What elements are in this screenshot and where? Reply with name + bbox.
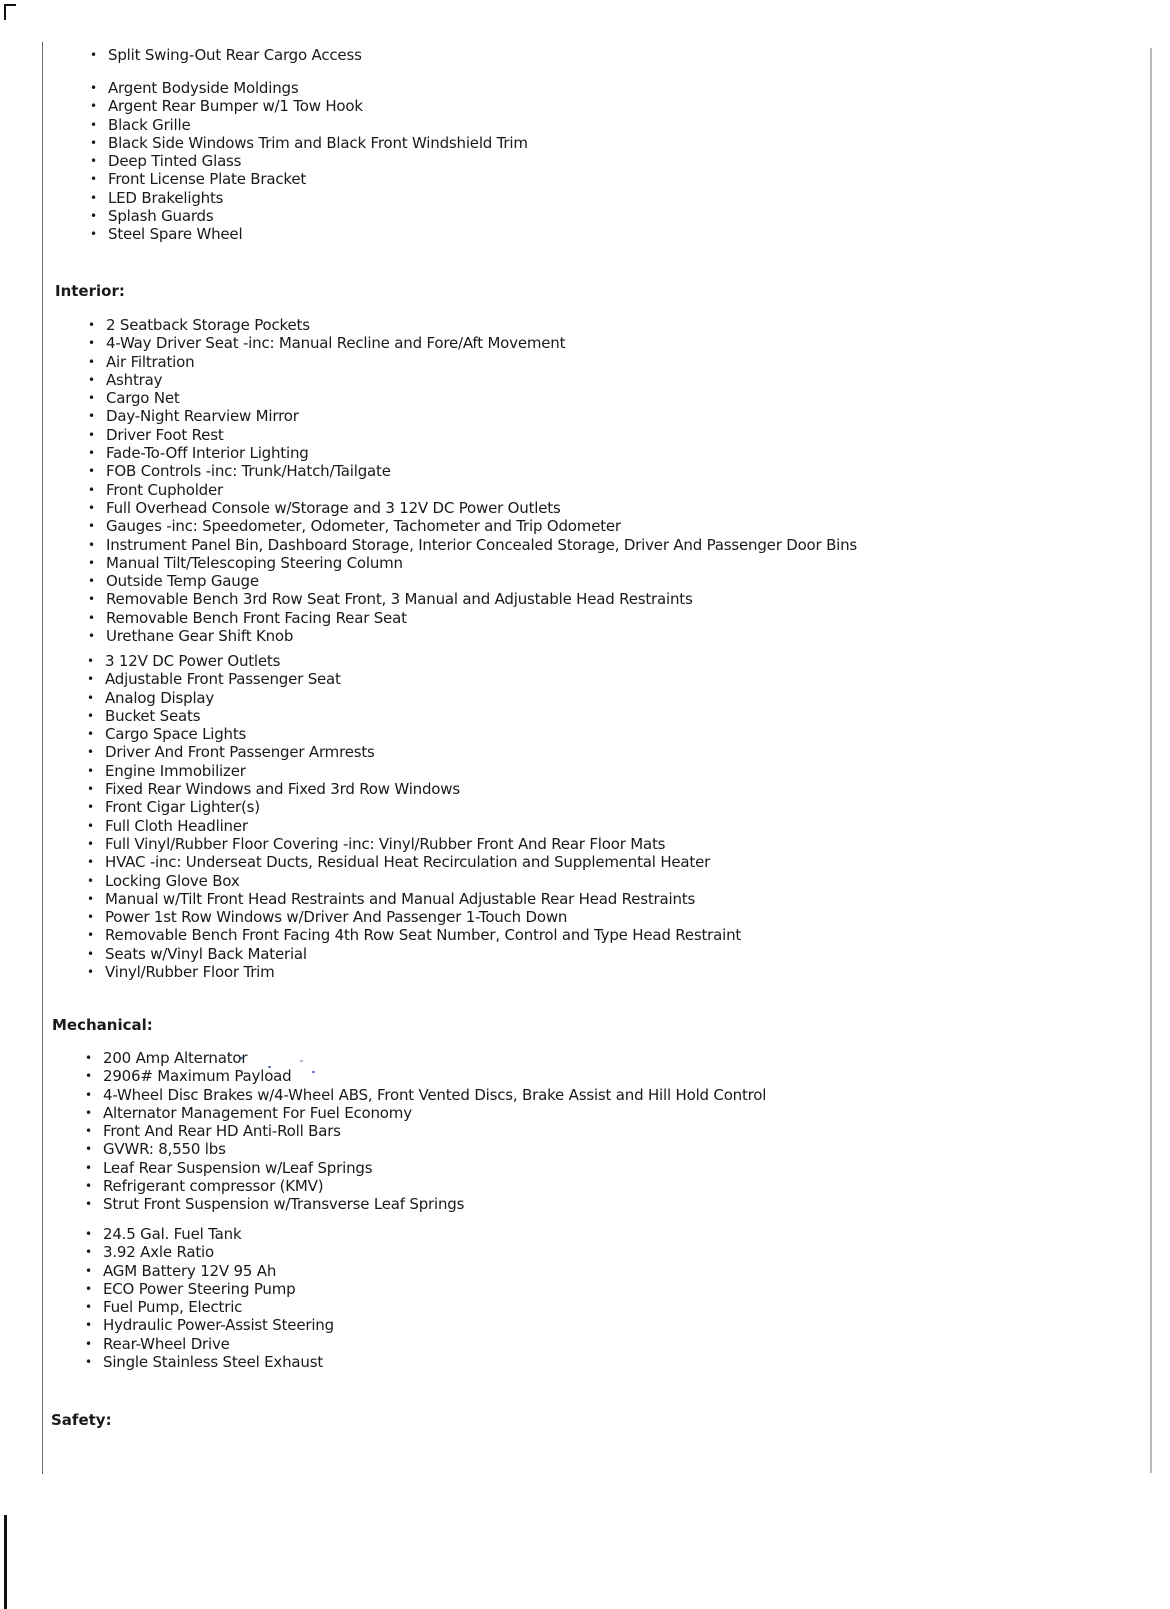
bullet-icon: • bbox=[88, 610, 95, 625]
list-item-text: Driver Foot Rest bbox=[106, 425, 224, 444]
scan-edge-mark bbox=[4, 1515, 7, 1609]
list-item-text: HVAC -inc: Underseat Ducts, Residual Heat Recirculation and Supplemental Heater bbox=[105, 853, 711, 872]
list-item bbox=[85, 1316, 334, 1335]
list-item-text: Removable Bench 3rd Row Seat Front, 3 Manual and Adjustable Head Restraints bbox=[106, 590, 693, 609]
list-item-text: Full Cloth Headliner bbox=[105, 816, 248, 835]
list-item-text: Air Filtration bbox=[106, 352, 195, 371]
list-item bbox=[88, 462, 857, 481]
list-item-text: Bucket Seats bbox=[105, 706, 201, 725]
bullet-icon: • bbox=[87, 891, 94, 906]
list-item-text: Deep Tinted Glass bbox=[108, 152, 242, 171]
list-item-text: Fixed Rear Windows and Fixed 3rd Row Windows bbox=[105, 780, 460, 799]
bullet-icon: • bbox=[88, 391, 95, 406]
list-item bbox=[85, 1158, 766, 1177]
list-item bbox=[88, 316, 857, 334]
list-item-text: Front And Rear HD Anti-Roll Bars bbox=[103, 1122, 341, 1141]
list-item-text: Locking Glove Box bbox=[105, 871, 240, 890]
list-item-text: 24.5 Gal. Fuel Tank bbox=[103, 1225, 242, 1243]
list-item bbox=[87, 908, 741, 927]
mechanical-feature-list bbox=[85, 1225, 334, 1372]
list-item bbox=[85, 1279, 334, 1298]
list-item-text: Cargo Space Lights bbox=[105, 725, 247, 744]
interior-feature-list bbox=[87, 652, 742, 982]
bullet-icon: • bbox=[90, 117, 97, 132]
bullet-icon: • bbox=[87, 946, 94, 961]
bullet-icon: • bbox=[87, 708, 94, 723]
list-item-text: Steel Spare Wheel bbox=[108, 225, 243, 244]
list-item bbox=[85, 1085, 767, 1104]
list-item bbox=[88, 407, 857, 426]
list-item-text: Urethane Gear Shift Knob bbox=[106, 627, 294, 646]
bullet-icon: • bbox=[88, 500, 95, 515]
list-item-text: Fuel Pump, Electric bbox=[103, 1298, 243, 1317]
list-item bbox=[87, 670, 741, 689]
bullet-icon: • bbox=[87, 818, 94, 833]
bullet-icon: • bbox=[88, 354, 95, 369]
scan-corner-mark bbox=[4, 4, 6, 20]
list-item-text: Manual Tilt/Telescoping Steering Column bbox=[106, 553, 403, 572]
mechanical-feature-list bbox=[85, 1049, 767, 1214]
list-item bbox=[85, 1261, 334, 1280]
list-item bbox=[88, 627, 857, 646]
list-item bbox=[87, 743, 741, 762]
list-item-text: Strut Front Suspension w/Transverse Leaf Springs bbox=[103, 1195, 465, 1214]
bullet-icon: • bbox=[88, 372, 95, 387]
bullet-icon: • bbox=[87, 745, 94, 760]
list-item-text: LED Brakelights bbox=[108, 188, 224, 207]
list-item-text: Rear-Wheel Drive bbox=[103, 1334, 230, 1353]
bullet-icon: • bbox=[87, 654, 94, 668]
list-item-text: Gauges -inc: Speedometer, Odometer, Tachometer and Trip Odometer bbox=[106, 517, 621, 536]
list-item-text: Vinyl/Rubber Floor Trim bbox=[105, 963, 275, 982]
list-item-text: Full Overhead Console w/Storage and 3 12V DC Power Outlets bbox=[106, 498, 561, 517]
list-item bbox=[85, 1334, 334, 1353]
list-item bbox=[87, 944, 741, 963]
list-item bbox=[90, 46, 362, 64]
bullet-icon: • bbox=[85, 1069, 92, 1084]
bullet-icon: • bbox=[87, 855, 94, 870]
interior-heading: Interior: bbox=[55, 282, 125, 300]
list-item-text: Split Swing-Out Rear Cargo Access bbox=[108, 46, 362, 64]
list-item bbox=[85, 1140, 766, 1159]
bullet-icon: • bbox=[85, 1318, 92, 1333]
list-item-text: 2906# Maximum Payload bbox=[103, 1067, 292, 1086]
list-item-text: 200 Amp Alternator bbox=[103, 1049, 248, 1067]
list-item bbox=[88, 498, 857, 517]
exterior-feature-list bbox=[90, 79, 528, 244]
bullet-icon: • bbox=[88, 555, 95, 570]
list-item bbox=[88, 334, 857, 353]
list-item-text: Alternator Management For Fuel Economy bbox=[103, 1103, 412, 1122]
bullet-icon: • bbox=[88, 629, 95, 644]
list-item bbox=[85, 1353, 334, 1372]
list-item bbox=[85, 1298, 334, 1317]
list-item-text: 4-Wheel Disc Brakes w/4-Wheel ABS, Front Vented Discs, Brake Assist and Hill Hold Control bbox=[103, 1085, 767, 1104]
bullet-icon: • bbox=[88, 537, 95, 552]
bullet-icon: • bbox=[90, 81, 97, 95]
bullet-icon: • bbox=[90, 99, 97, 114]
list-item bbox=[88, 535, 858, 554]
bullet-icon: • bbox=[88, 336, 95, 351]
list-item bbox=[87, 889, 741, 908]
list-item-text: Fade-To-Off Interior Lighting bbox=[106, 444, 309, 463]
list-item bbox=[88, 517, 857, 536]
list-item bbox=[87, 871, 741, 890]
bullet-icon: • bbox=[87, 763, 94, 778]
list-item bbox=[90, 152, 528, 171]
list-item-text: Engine Immobilizer bbox=[105, 761, 246, 780]
list-item bbox=[87, 816, 741, 835]
list-item-text: Analog Display bbox=[105, 688, 215, 707]
bullet-icon: • bbox=[88, 318, 95, 332]
list-item-text: FOB Controls -inc: Trunk/Hatch/Tailgate bbox=[106, 462, 391, 481]
bullet-icon: • bbox=[85, 1179, 92, 1194]
list-item bbox=[87, 706, 741, 725]
list-item-text: Refrigerant compressor (KMV) bbox=[103, 1177, 324, 1196]
bullet-icon: • bbox=[85, 1105, 92, 1120]
list-item bbox=[87, 780, 741, 799]
list-item-text: Removable Bench Front Facing Rear Seat bbox=[106, 608, 407, 627]
list-item bbox=[87, 926, 742, 945]
list-item bbox=[90, 207, 528, 226]
safety-heading: Safety: bbox=[51, 1411, 112, 1429]
list-item-text: Leaf Rear Suspension w/Leaf Springs bbox=[103, 1158, 373, 1177]
bullet-icon: • bbox=[90, 48, 97, 62]
interior-feature-list bbox=[88, 316, 858, 646]
list-item-text: Argent Rear Bumper w/1 Tow Hook bbox=[108, 97, 363, 116]
bullet-icon: • bbox=[90, 154, 97, 169]
bullet-icon: • bbox=[85, 1160, 92, 1175]
list-item bbox=[90, 133, 528, 152]
list-item bbox=[87, 798, 741, 817]
list-item-text: Instrument Panel Bin, Dashboard Storage, Interior Concealed Storage, Driver And Passenger Door Bins bbox=[106, 535, 858, 554]
list-item-text: Single Stainless Steel Exhaust bbox=[103, 1353, 323, 1372]
list-item-text: Front Cupholder bbox=[106, 480, 223, 499]
list-item-text: Splash Guards bbox=[108, 207, 214, 226]
bullet-icon: • bbox=[85, 1087, 92, 1102]
bullet-icon: • bbox=[90, 190, 97, 205]
list-item bbox=[88, 608, 857, 627]
list-item bbox=[90, 79, 528, 97]
list-item bbox=[85, 1122, 766, 1141]
list-item bbox=[87, 725, 741, 744]
bullet-icon: • bbox=[88, 482, 95, 497]
list-item-text: Removable Bench Front Facing 4th Row Seat Number, Control and Type Head Restraint bbox=[105, 926, 742, 945]
bullet-icon: • bbox=[90, 172, 97, 187]
list-item bbox=[88, 444, 857, 463]
list-item bbox=[85, 1225, 334, 1243]
list-item bbox=[88, 572, 857, 591]
list-item-text: 2 Seatback Storage Pockets bbox=[106, 316, 310, 334]
list-item-text: Driver And Front Passenger Armrests bbox=[105, 743, 375, 762]
list-item-text: ECO Power Steering Pump bbox=[103, 1279, 296, 1298]
list-item bbox=[87, 834, 741, 853]
bullet-icon: • bbox=[88, 409, 95, 424]
list-item-text: Manual w/Tilt Front Head Restraints and Manual Adjustable Rear Head Restraints bbox=[105, 889, 696, 908]
bullet-icon: • bbox=[85, 1124, 92, 1139]
list-item bbox=[90, 97, 528, 116]
bullet-icon: • bbox=[87, 690, 94, 705]
bullet-icon: • bbox=[90, 227, 97, 242]
list-item bbox=[88, 590, 857, 609]
bullet-icon: • bbox=[88, 446, 95, 461]
list-item bbox=[85, 1243, 334, 1262]
list-item-text: Power 1st Row Windows w/Driver And Passenger 1-Touch Down bbox=[105, 908, 568, 927]
bullet-icon: • bbox=[87, 782, 94, 797]
list-item-text: Front Cigar Lighter(s) bbox=[105, 798, 260, 817]
list-item bbox=[90, 188, 528, 207]
bullet-icon: • bbox=[87, 873, 94, 888]
list-item-text: Front License Plate Bracket bbox=[108, 170, 307, 189]
list-item bbox=[85, 1177, 766, 1196]
bullet-icon: • bbox=[87, 836, 94, 851]
list-item bbox=[85, 1195, 766, 1214]
list-item bbox=[87, 853, 741, 872]
bullet-icon: • bbox=[88, 592, 95, 607]
list-item-text: Day-Night Rearview Mirror bbox=[106, 407, 299, 426]
list-item bbox=[85, 1049, 766, 1067]
list-item-text: 3.92 Axle Ratio bbox=[103, 1243, 214, 1262]
list-item-text: GVWR: 8,550 lbs bbox=[103, 1140, 226, 1159]
list-item bbox=[88, 352, 857, 371]
list-item bbox=[88, 553, 857, 572]
bullet-icon: • bbox=[85, 1245, 92, 1260]
bullet-icon: • bbox=[85, 1197, 92, 1212]
bullet-icon: • bbox=[85, 1355, 92, 1370]
list-item bbox=[85, 1067, 766, 1086]
list-item-text: Black Side Windows Trim and Black Front Windshield Trim bbox=[108, 133, 528, 152]
exterior-feature-list bbox=[90, 46, 362, 64]
bullet-icon: • bbox=[87, 928, 94, 943]
list-item bbox=[90, 115, 528, 134]
right-page-border bbox=[1150, 48, 1152, 1473]
bullet-icon: • bbox=[88, 574, 95, 589]
bullet-icon: • bbox=[85, 1227, 92, 1241]
list-item-text: Full Vinyl/Rubber Floor Covering -inc: Vinyl/Rubber Front And Rear Floor Mats bbox=[105, 834, 666, 853]
list-item-text: Cargo Net bbox=[106, 389, 180, 408]
bullet-icon: • bbox=[85, 1263, 92, 1278]
bullet-icon: • bbox=[90, 209, 97, 224]
bullet-icon: • bbox=[85, 1142, 92, 1157]
bullet-icon: • bbox=[88, 427, 95, 442]
left-page-border bbox=[42, 42, 43, 1474]
list-item bbox=[87, 761, 741, 780]
list-item bbox=[88, 370, 857, 389]
list-item-text: Argent Bodyside Moldings bbox=[108, 79, 299, 97]
bullet-icon: • bbox=[87, 672, 94, 687]
list-item-text: 4-Way Driver Seat -inc: Manual Recline and Fore/Aft Movement bbox=[106, 334, 566, 353]
bullet-icon: • bbox=[87, 910, 94, 925]
list-item-text: Hydraulic Power-Assist Steering bbox=[103, 1316, 334, 1335]
list-item bbox=[88, 480, 857, 499]
list-item bbox=[85, 1103, 766, 1122]
list-item bbox=[87, 963, 741, 982]
bullet-icon: • bbox=[87, 727, 94, 742]
bullet-icon: • bbox=[85, 1051, 92, 1065]
list-item bbox=[87, 688, 741, 707]
bullet-icon: • bbox=[90, 135, 97, 150]
bullet-icon: • bbox=[88, 519, 95, 534]
list-item-text: Black Grille bbox=[108, 115, 191, 134]
mechanical-heading: Mechanical: bbox=[52, 1016, 153, 1034]
list-item bbox=[90, 170, 528, 189]
list-item-text: Adjustable Front Passenger Seat bbox=[105, 670, 341, 689]
bullet-icon: • bbox=[85, 1336, 92, 1351]
list-item bbox=[88, 425, 857, 444]
bullet-icon: • bbox=[87, 800, 94, 815]
list-item-text: Ashtray bbox=[106, 370, 163, 389]
list-item-text: 3 12V DC Power Outlets bbox=[105, 652, 281, 670]
list-item-text: Outside Temp Gauge bbox=[106, 572, 259, 591]
bullet-icon: • bbox=[85, 1281, 92, 1296]
bullet-icon: • bbox=[85, 1300, 92, 1315]
list-item-text: AGM Battery 12V 95 Ah bbox=[103, 1261, 277, 1280]
bullet-icon: • bbox=[88, 464, 95, 479]
list-item-text: Seats w/Vinyl Back Material bbox=[105, 944, 307, 963]
bullet-icon: • bbox=[87, 965, 94, 980]
list-item bbox=[88, 389, 857, 408]
list-item bbox=[87, 652, 741, 670]
list-item bbox=[90, 225, 528, 244]
